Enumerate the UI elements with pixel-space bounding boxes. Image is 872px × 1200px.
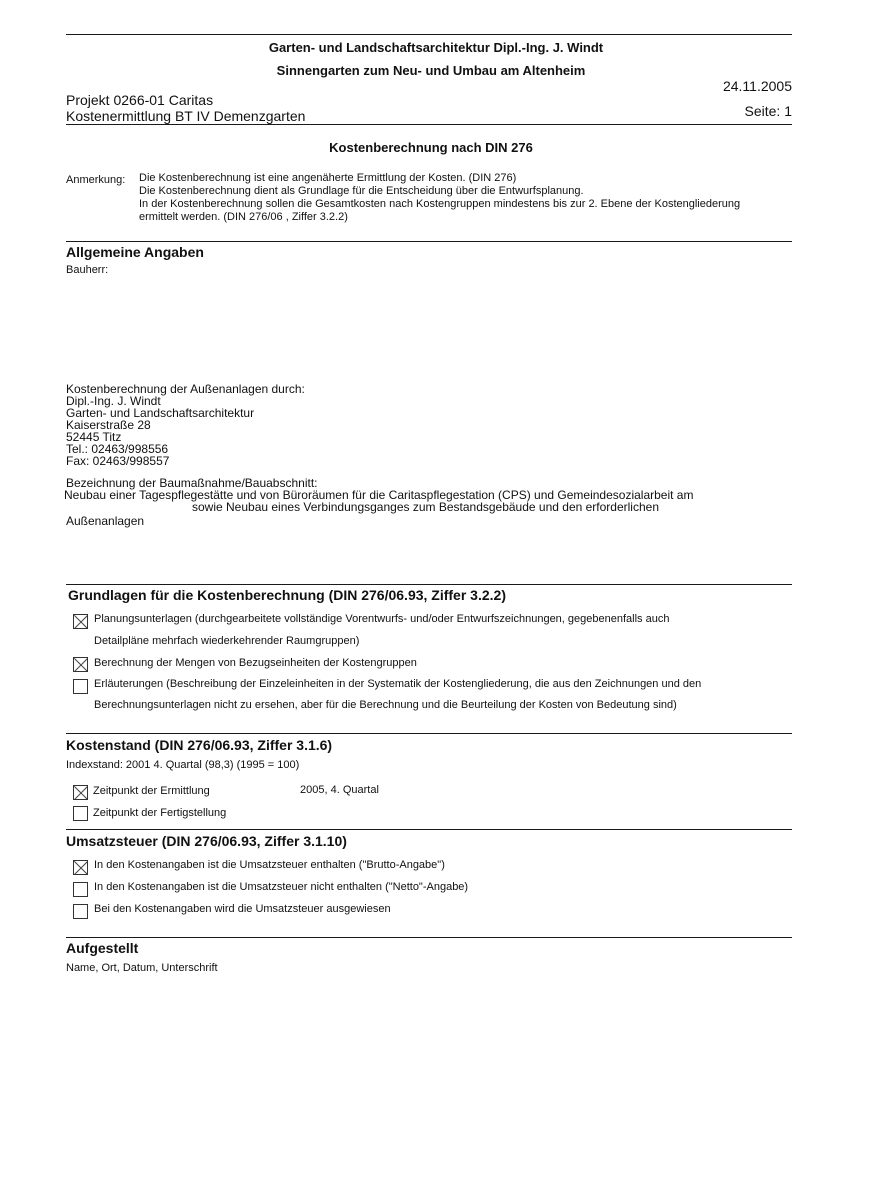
vat-separate-checkbox[interactable] xyxy=(73,904,88,919)
signature-field-label: Name, Ort, Datum, Unterschrift xyxy=(66,962,218,974)
remark-line: Die Kostenberechnung ist eine angenäherte Ermittlung der Kosten. (DIN 276) xyxy=(139,172,517,184)
basis-checkbox-explanations[interactable] xyxy=(73,679,88,694)
section-rule xyxy=(66,829,792,830)
prepared-heading: Aufgestellt xyxy=(66,940,139,956)
vat-option-label: In den Kostenangaben ist die Umsatzsteuer enthalten ("Brutto-Angabe") xyxy=(94,859,445,871)
header-top-rule xyxy=(66,34,792,35)
project-number: Projekt 0266-01 Caritas xyxy=(66,92,214,108)
measure-label: Bezeichnung der Baumaßnahme/Bauabschnitt: xyxy=(66,476,318,490)
document-title: Kostenberechnung nach DIN 276 xyxy=(329,140,533,155)
prepared-by-line: Tel.: 02463/998556 xyxy=(66,442,169,456)
index-status: Indexstand: 2001 4. Quartal (98,3) (1995 = 100) xyxy=(66,759,300,771)
vat-option-label: In den Kostenangaben ist die Umsatzsteuer nicht enthalten ("Netto"-Angabe) xyxy=(94,881,469,893)
prepared-by-line: 52445 Titz xyxy=(66,430,122,444)
determination-date-value: 2005, 4. Quartal xyxy=(300,784,379,796)
measure-description: Außenanlagen xyxy=(66,514,145,528)
prepared-by-line: Dipl.-Ing. J. Windt xyxy=(66,394,161,408)
firm-name: Garten- und Landschaftsarchitektur Dipl.-Ing. J. Windt xyxy=(268,40,604,55)
basis-checkbox-quantities[interactable] xyxy=(73,657,88,672)
vat-heading: Umsatzsteuer (DIN 276/06.93, Ziffer 3.1.10) xyxy=(66,833,347,849)
vat-net-checkbox[interactable] xyxy=(73,882,88,897)
remark-label: Anmerkung: xyxy=(66,174,126,186)
prepared-by-line: Garten- und Landschaftsarchitektur xyxy=(66,406,255,420)
vat-gross-checkbox[interactable] xyxy=(73,860,88,875)
section-rule xyxy=(66,733,792,734)
determination-date-checkbox[interactable] xyxy=(73,785,88,800)
prepared-by-line: Kaiserstraße 28 xyxy=(66,418,151,432)
measure-description: sowie Neubau eines Verbindungsganges zum Bestandsgebäude und den erforderlichen xyxy=(192,500,659,514)
vat-option-label: Bei den Kostenangaben wird die Umsatzsteuer ausgewiesen xyxy=(94,903,391,915)
cost-estimate-subject: Kostenermittlung BT IV Demenzgarten xyxy=(66,108,306,124)
determination-date-label: Zeitpunkt der Ermittlung xyxy=(93,785,210,797)
completion-date-label: Zeitpunkt der Fertigstellung xyxy=(93,807,227,819)
basis-item-label: Berechnung der Mengen von Bezugseinheiten der Kostengruppen xyxy=(94,657,417,669)
cost-status-heading: Kostenstand (DIN 276/06.93, Ziffer 3.1.6) xyxy=(66,737,333,753)
project-title: Sinnengarten zum Neu- und Umbau am Altenheim xyxy=(276,63,586,78)
remark-line: Die Kostenberechnung dient als Grundlage für die Entscheidung über die Entwurfsplanung. xyxy=(139,185,584,197)
page-number: Seite: 1 xyxy=(744,103,792,119)
prepared-by-line: Fax: 02463/998557 xyxy=(66,454,170,468)
prepared-by-line: Kostenberechnung der Außenanlagen durch: xyxy=(66,382,305,396)
client-label: Bauherr: xyxy=(66,264,109,276)
remark-line: ermittelt werden. (DIN 276/06 , Ziffer 3.2.2) xyxy=(139,211,348,223)
general-heading: Allgemeine Angaben xyxy=(66,244,204,260)
document-date: 24.11.2005 xyxy=(722,78,792,94)
completion-date-checkbox[interactable] xyxy=(73,806,88,821)
basis-item-label: Detailpläne mehrfach wiederkehrender Raumgruppen) xyxy=(94,635,360,647)
basis-item-label: Planungsunterlagen (durchgearbeitete vollständige Vorentwurfs- und/oder Entwurfszeichnungen, gegebenenfalls auch xyxy=(94,613,670,625)
remark-line: In der Kostenberechnung sollen die Gesamtkosten nach Kostengruppen mindestens bis zur 2. Ebene der Kostengliederung xyxy=(139,198,741,210)
basis-item-label: Erläuterungen (Beschreibung der Einzeleinheiten in der Systematik der Kostengliederung, die aus den Zeichnungen und den xyxy=(94,678,702,690)
section-rule xyxy=(66,241,792,242)
measure-description: Neubau einer Tagespflegestätte und von Büroräumen für die Caritaspflegestation (CPS) und Gemeindesozialarbeit am xyxy=(64,488,694,502)
basis-heading: Grundlagen für die Kostenberechnung (DIN 276/06.93, Ziffer 3.2.2) xyxy=(68,587,506,603)
basis-checkbox-planning[interactable] xyxy=(73,614,88,629)
header-bottom-rule xyxy=(66,124,792,125)
section-rule xyxy=(66,937,792,938)
section-rule xyxy=(66,584,792,585)
basis-item-label: Berechnungsunterlagen nicht zu ersehen, aber für die Berechnung und die Beurteilung der Kosten von Bedeutung sind) xyxy=(94,699,677,711)
